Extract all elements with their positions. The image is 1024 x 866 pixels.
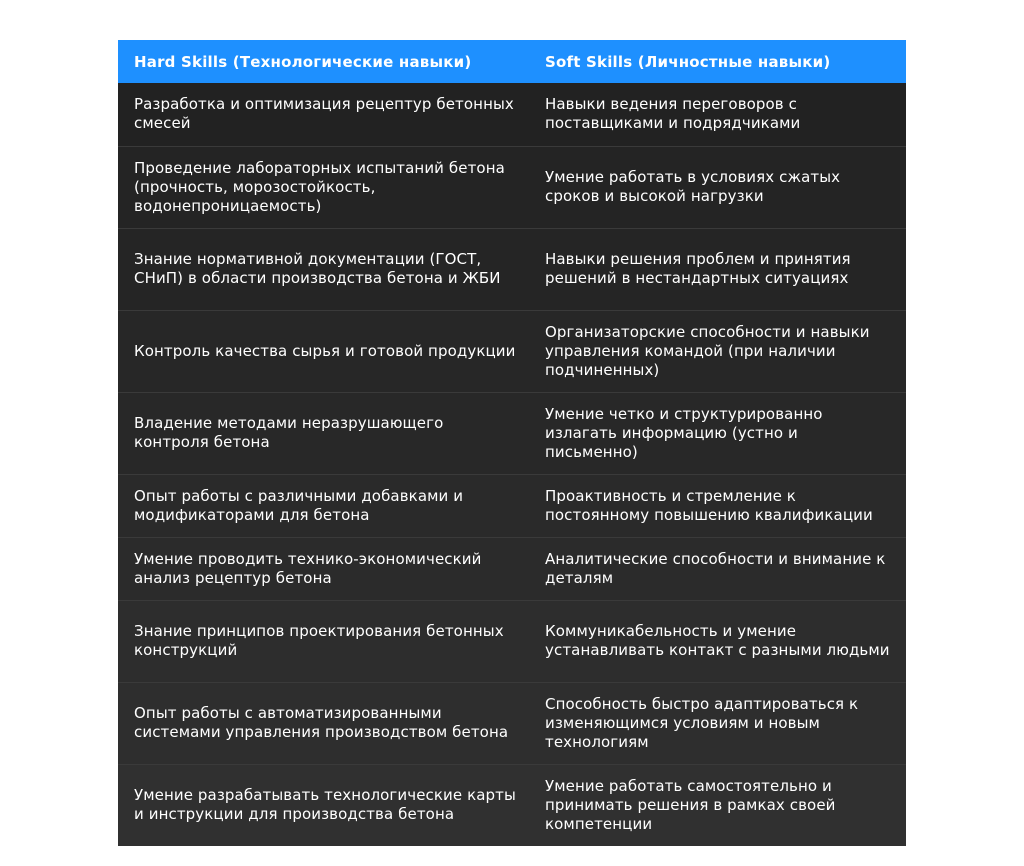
soft-skill-cell: Умение четко и структурированно излагать информацию (устно и письменно) [529,392,906,474]
table-row [118,474,906,537]
soft-skill-cell: Умение работать в условиях сжатых сроков и высокой нагрузки [529,146,906,228]
hard-skill-cell: Знание нормативной документации (ГОСТ, СНиП) в области производства бетона и ЖБИ [118,228,529,310]
soft-skill-cell: Аналитические способности и внимание к деталям [529,537,906,600]
table-body [118,83,906,846]
hard-skill-cell: Опыт работы с различными добавками и модификаторами для бетона [118,474,529,537]
hard-skill-cell: Умение разрабатывать технологические карты и инструкции для производства бетона [118,764,529,846]
table-row [118,310,906,392]
hard-skill-cell: Проведение лабораторных испытаний бетона (прочность, морозостойкость, водонепроницаемость) [118,146,529,228]
hard-skill-cell: Умение проводить технико-экономический анализ рецептур бетона [118,537,529,600]
header-hard-skills: Hard Skills (Технологические навыки) [118,40,529,83]
soft-skill-cell: Навыки решения проблем и принятия решений в нестандартных ситуациях [529,228,906,310]
soft-skill-cell: Способность быстро адаптироваться к изменяющимся условиям и новым технологиям [529,682,906,764]
hard-skill-cell: Опыт работы с автоматизированными системами управления производством бетона [118,682,529,764]
skills-table [118,40,906,846]
hard-skill-cell: Контроль качества сырья и готовой продукции [118,310,529,392]
soft-skill-cell: Навыки ведения переговоров с поставщиками и подрядчиками [529,83,906,146]
hard-skill-cell: Владение методами неразрушающего контроля бетона [118,392,529,474]
soft-skill-cell: Коммуникабельность и умение устанавливать контакт с разными людьми [529,600,906,682]
table-row [118,682,906,764]
table-row [118,392,906,474]
header-row [118,40,906,83]
hard-skill-cell: Знание принципов проектирования бетонных конструкций [118,600,529,682]
soft-skill-cell: Умение работать самостоятельно и принимать решения в рамках своей компетенции [529,764,906,846]
table-row [118,600,906,682]
table-row [118,764,906,846]
soft-skill-cell: Организаторские способности и навыки управления командой (при наличии подчиненных) [529,310,906,392]
soft-skill-cell: Проактивность и стремление к постоянному повышению квалификации [529,474,906,537]
table-row [118,228,906,310]
header-soft-skills: Soft Skills (Личностные навыки) [529,40,906,83]
table-row [118,146,906,228]
table-row [118,537,906,600]
hard-skill-cell: Разработка и оптимизация рецептур бетонных смесей [118,83,529,146]
table-row [118,83,906,146]
table-header [118,40,906,83]
